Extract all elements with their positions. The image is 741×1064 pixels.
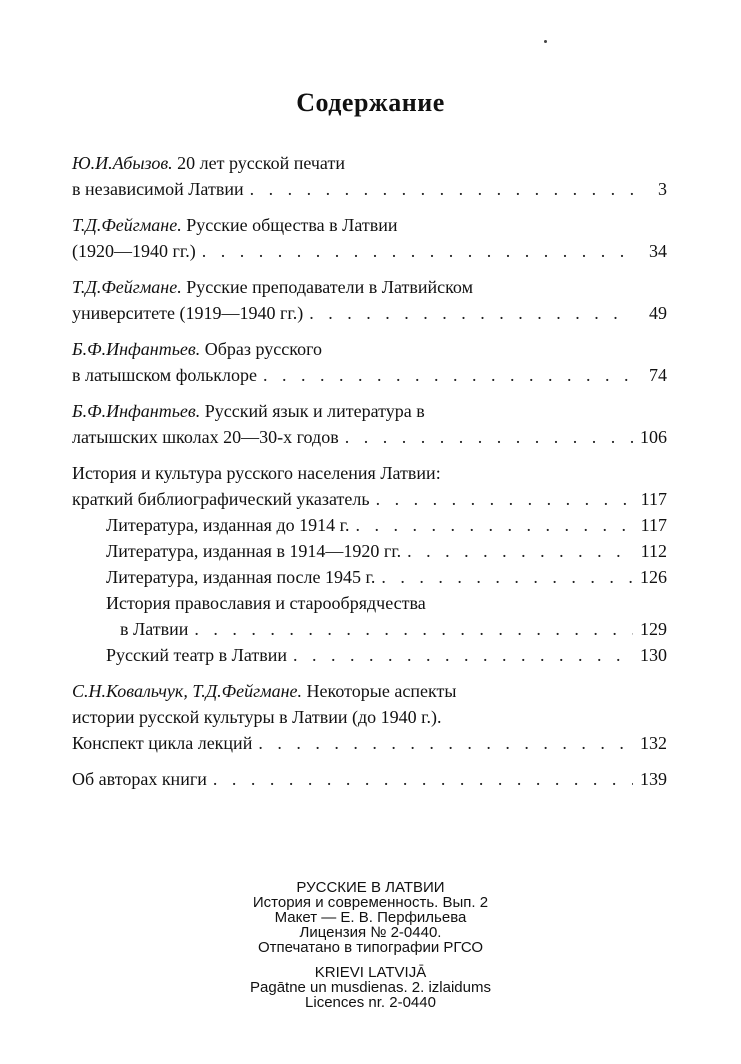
entry-title-line: Конспект цикла лекций (72, 733, 253, 753)
page-number: 112 (640, 541, 667, 561)
entry-title-line: История и культура русского населения Латвии: (72, 463, 441, 483)
page-number: 117 (640, 489, 667, 509)
page-number: 126 (640, 567, 667, 587)
entry-author: Б.Ф.Инфантьев. (72, 401, 201, 421)
print-speck (544, 40, 547, 43)
entry-title-line: в латышском фольклоре (72, 365, 258, 385)
page-number: 34 (649, 241, 667, 261)
entry-title-line: латышских школах 20—30-х годов (72, 427, 339, 447)
toc-entry-3[interactable] (72, 274, 667, 326)
leader-dots (258, 730, 633, 756)
toc-entry-8[interactable] (72, 766, 667, 792)
colophon-ru-line: Отпечатано в типографии РГСО (257, 939, 484, 956)
leader-dots (293, 642, 633, 668)
entry-title-line: Русский язык и литература в (204, 401, 425, 421)
entry-title-line: (1920—1940 гг.) (72, 241, 196, 261)
leader-dots (202, 238, 633, 264)
entry-title-line: Об авторах книги (72, 769, 207, 789)
toc-subentry[interactable] (72, 512, 667, 538)
page-number: 130 (640, 645, 667, 665)
subentry-title: Литература, изданная до 1914 г. (106, 515, 350, 535)
page-number: 139 (640, 769, 667, 789)
toc-entry-6[interactable] (72, 460, 667, 668)
subentry-title: Литература, изданная после 1945 г. (106, 567, 376, 587)
toc-entry-5[interactable] (72, 398, 667, 450)
toc-subentry[interactable] (72, 538, 667, 564)
page-number: 129 (640, 619, 667, 639)
entry-title-line: истории русской культуры в Латвии (до 1940 г.). (72, 707, 442, 727)
leader-dots (250, 176, 633, 202)
entry-author: Б.Ф.Инфантьев. (72, 339, 201, 359)
colophon-lv-title: KRIEVI LATVIJĀ (314, 964, 427, 981)
colophon-ru-line: Лицензия № 2-0440. (299, 924, 442, 941)
leader-dots (194, 616, 633, 642)
leader-dots (263, 362, 633, 388)
toc-entry-7[interactable] (72, 678, 667, 756)
page-number: 49 (649, 303, 667, 323)
page-title: Содержание (296, 88, 445, 117)
entry-title-line: 20 лет русской печати (177, 153, 345, 173)
entry-title-line: краткий библиографический указатель (72, 489, 370, 509)
entry-title-line: в независимой Латвии (72, 179, 244, 199)
entry-title-line: Некоторые аспекты (306, 681, 457, 701)
page-number: 132 (640, 733, 667, 753)
subentry-title: История православия и старообрядчества (106, 593, 426, 613)
toc-entry-4[interactable] (72, 336, 667, 388)
entry-title-line: университете (1919—1940 гг.) (72, 303, 304, 323)
page-number: 74 (649, 365, 667, 385)
entry-author: С.Н.Ковальчук, Т.Д.Фейгмане. (72, 681, 303, 701)
entry-title-line: Русские преподаватели в Латвийском (186, 277, 473, 297)
toc-entry-2[interactable] (72, 212, 667, 264)
leader-dots (309, 300, 633, 326)
colophon-lv-line: Licences nr. 2-0440 (305, 994, 436, 1011)
leader-dots (355, 512, 633, 538)
leader-dots (213, 766, 633, 792)
entry-title-line: Русские общества в Латвии (186, 215, 398, 235)
leader-dots (376, 486, 633, 512)
table-of-contents (72, 150, 667, 802)
leader-dots (381, 564, 633, 590)
subentry-title: Русский театр в Латвии (106, 645, 288, 665)
colophon-ru-line: История и современность. Вып. 2 (252, 894, 489, 911)
toc-subentry[interactable] (72, 564, 667, 590)
page-number: 106 (640, 427, 667, 447)
colophon-lv-line: Pagātne un musdienas. 2. izlaidums (250, 979, 491, 996)
leader-dots (407, 538, 633, 564)
toc-entry-1[interactable] (72, 150, 667, 202)
entry-author: Ю.И.Абызов. (72, 153, 173, 173)
colophon-ru-title: РУССКИЕ В ЛАТВИИ (296, 879, 445, 896)
toc-subentry[interactable] (72, 590, 667, 616)
entry-title-line: Образ русского (204, 339, 322, 359)
toc-subentry[interactable] (72, 642, 667, 668)
page-number: 117 (640, 515, 667, 535)
entry-author: Т.Д.Фейгмане. (72, 215, 182, 235)
subentry-title: Литература, изданная в 1914—1920 гг. (106, 541, 402, 561)
subentry-title: в Латвии (120, 619, 189, 639)
page-number: 3 (658, 179, 667, 199)
colophon-ru-line: Макет — Е. В. Перфильева (274, 909, 467, 926)
leader-dots (345, 424, 633, 450)
entry-author: Т.Д.Фейгмане. (72, 277, 182, 297)
colophon (0, 880, 741, 1010)
